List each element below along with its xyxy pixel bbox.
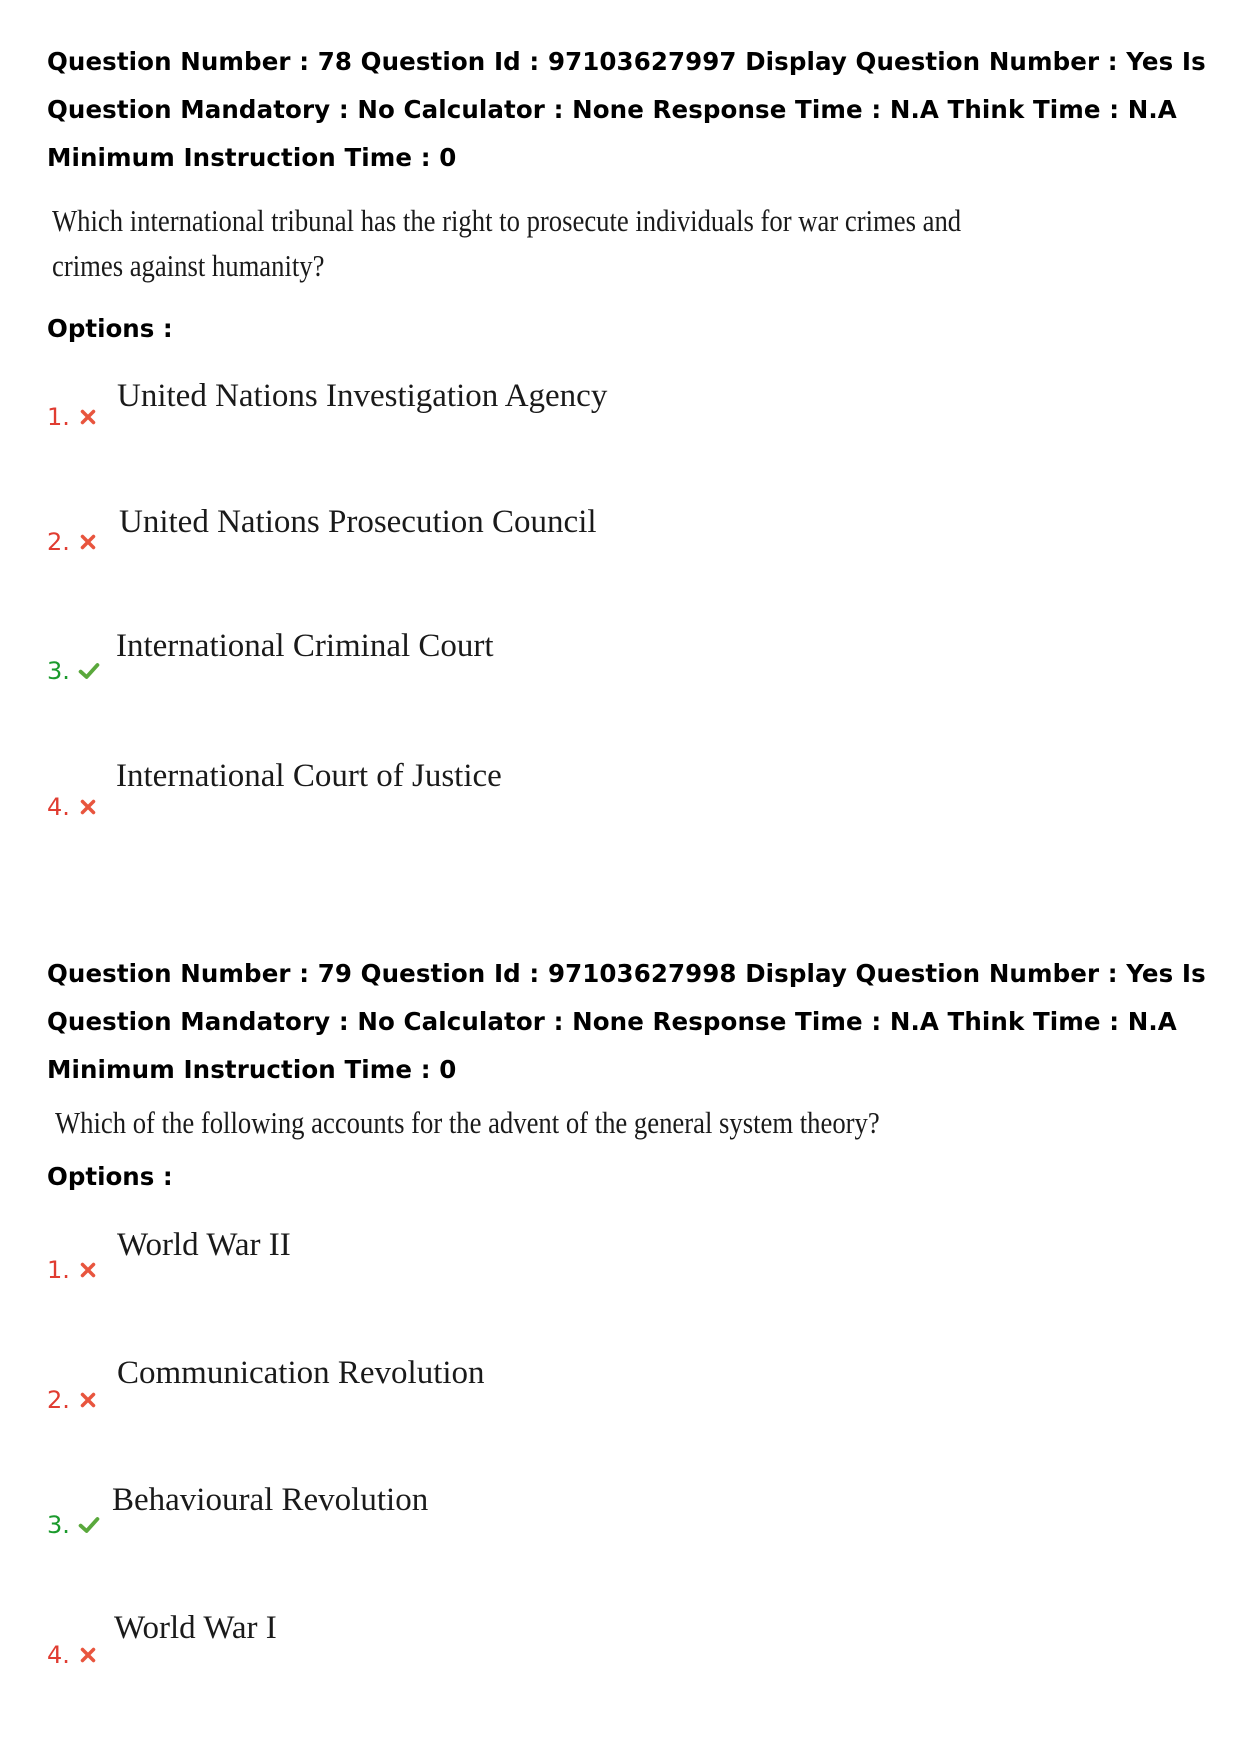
option-item bbox=[47, 1355, 947, 1433]
question-text-line: Which of the following accounts for the advent of the general system theory? bbox=[55, 1105, 880, 1140]
cross-icon bbox=[77, 1389, 99, 1411]
option-item bbox=[47, 628, 947, 708]
cross-icon bbox=[77, 531, 99, 553]
option-number: 3. bbox=[47, 657, 70, 685]
option-item bbox=[47, 1610, 947, 1690]
cross-icon bbox=[77, 796, 99, 818]
question-text-line: Which international tribunal has the right to prosecute individuals for war crimes and bbox=[52, 203, 962, 238]
option-number: 3. bbox=[47, 1511, 70, 1539]
cross-icon bbox=[77, 1259, 99, 1281]
option-number: 4. bbox=[47, 793, 70, 821]
option-number: 4. bbox=[47, 1641, 70, 1669]
option-text: International Criminal Court bbox=[116, 628, 494, 664]
option-item bbox=[47, 1227, 947, 1303]
question-meta: Question Number : 79 Question Id : 97103627998 Display Question Number : Yes Is Question Mandatory : No Calculator : None Response Time : N.A Think Time : N.A Minimum Instruction Time : 0 bbox=[47, 959, 1206, 1084]
option-text: World War I bbox=[114, 1610, 277, 1646]
option-text: Behavioural Revolution bbox=[112, 1482, 429, 1518]
option-number: 2. bbox=[47, 528, 70, 556]
option-text: Communication Revolution bbox=[117, 1355, 485, 1391]
option-text: International Court of Justice bbox=[116, 758, 502, 794]
option-item bbox=[47, 1482, 947, 1560]
option-item bbox=[47, 758, 947, 842]
option-item bbox=[47, 504, 947, 575]
check-icon bbox=[77, 1513, 101, 1537]
option-number: 1. bbox=[47, 403, 70, 431]
option-number: 1. bbox=[47, 1256, 70, 1284]
question-meta: Question Number : 78 Question Id : 97103627997 Display Question Number : Yes Is Question Mandatory : No Calculator : None Response Time : N.A Think Time : N.A Minimum Instruction Time : 0 bbox=[47, 47, 1206, 172]
cross-icon bbox=[77, 406, 99, 428]
options-label: Options : bbox=[47, 1162, 173, 1191]
option-item bbox=[47, 378, 947, 450]
question-text-line: crimes against humanity? bbox=[52, 248, 325, 283]
option-text: World War II bbox=[117, 1227, 291, 1263]
options-label: Options : bbox=[47, 314, 173, 343]
option-text: United Nations Prosecution Council bbox=[119, 504, 597, 540]
check-icon bbox=[77, 659, 101, 683]
option-number: 2. bbox=[47, 1386, 70, 1414]
option-text: United Nations Investigation Agency bbox=[117, 378, 608, 414]
cross-icon bbox=[77, 1644, 99, 1666]
